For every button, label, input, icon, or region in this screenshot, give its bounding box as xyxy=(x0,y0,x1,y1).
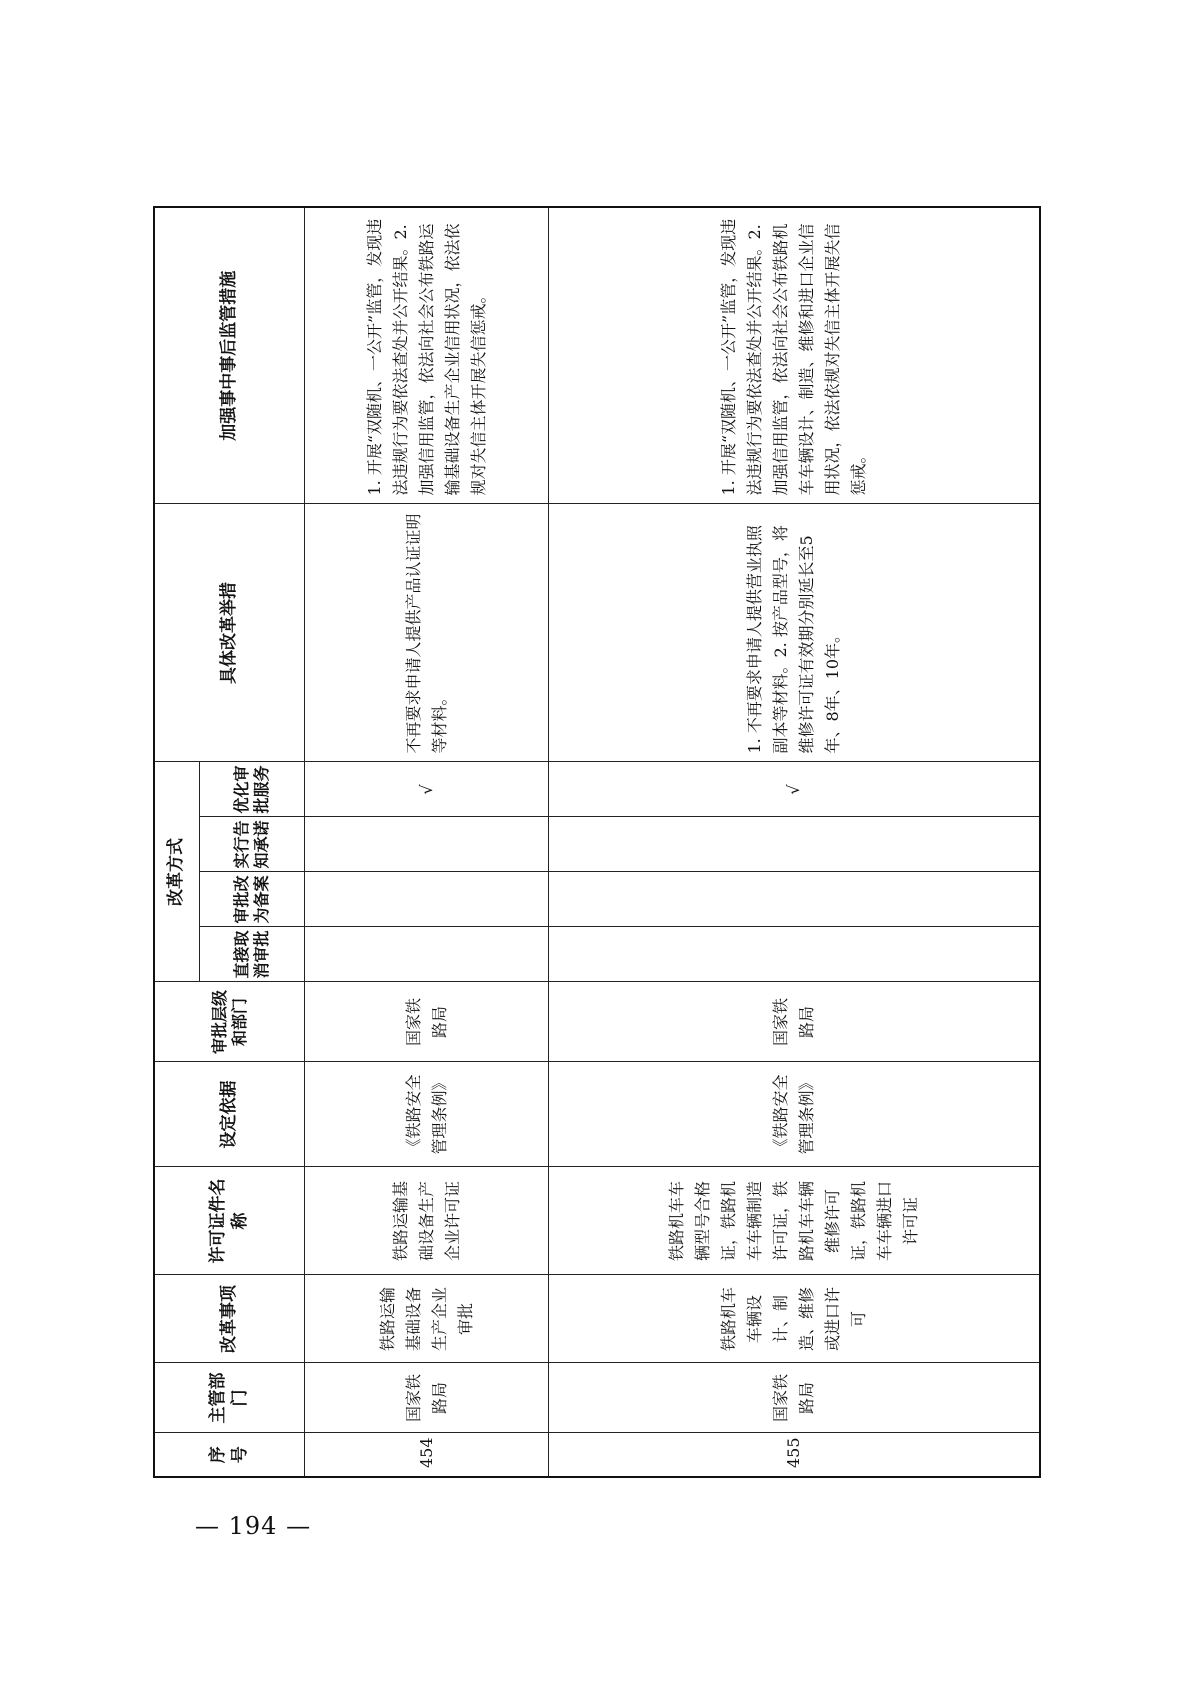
row-454-mode-promise xyxy=(305,817,549,872)
reform-table xyxy=(153,206,1041,1478)
row-455-measures: 1. 不再要求申请人提供营业执照副本等材料。2. 按产品型号，将维修许可证有效期分别延长至5年、8年、10年。 xyxy=(549,504,1041,762)
row-454-license: 铁路运输基础设备生产企业许可证 xyxy=(305,1167,549,1275)
row-454-item: 铁路运输基础设备生产企业审批 xyxy=(305,1275,549,1363)
header-basis: 设定依据 xyxy=(154,1062,305,1167)
table-row xyxy=(549,207,1041,1477)
header-mode-promise: 实行告知承诺 xyxy=(200,817,305,872)
row-454-basis: 《铁路安全管理条例》 xyxy=(305,1062,549,1167)
row-455-dept: 国家铁路局 xyxy=(549,1363,1041,1433)
header-mode-group: 改革方式 xyxy=(154,762,200,982)
header-item: 改革事项 xyxy=(154,1275,305,1363)
header-row xyxy=(154,207,200,1477)
row-455-supervision: 1. 开展“双随机、一公开”监管，发现违法违规行为要依法查处并公开结果。2. 加强信用监管，依法向社会公布铁路机车车辆设计、制造、维修和进口企业信用状况，依法依规对失信主体开展失信惩戒。 xyxy=(549,207,1041,504)
header-seq: 序号 xyxy=(154,1433,305,1477)
row-454-mode-optimize: √ xyxy=(305,762,549,817)
row-455-mode-promise xyxy=(549,817,1041,872)
header-mode-record: 审批改为备案 xyxy=(200,872,305,927)
row-454-level: 国家铁路局 xyxy=(305,982,549,1062)
header-dept: 主管部门 xyxy=(154,1363,305,1433)
row-455-basis: 《铁路安全管理条例》 xyxy=(549,1062,1041,1167)
header-measures: 具体改革举措 xyxy=(154,504,305,762)
row-454-mode-record xyxy=(305,872,549,927)
row-455-license: 铁路机车车辆型号合格证，铁路机车车辆制造许可证，铁路机车车辆维修许可证，铁路机车车辆进口许可证 xyxy=(549,1167,1041,1275)
row-455-level: 国家铁路局 xyxy=(549,982,1041,1062)
rotated-table-wrapper xyxy=(153,208,1041,1478)
row-454-supervision: 1. 开展“双随机、一公开”监管，发现违法违规行为要依法查处并公开结果。2. 加强信用监管，依法向社会公布铁路运输基础设备生产企业信用状况，依法依规对失信主体开展失信惩戒。 xyxy=(305,207,549,504)
row-455-mode-optimize: √ xyxy=(549,762,1041,817)
row-454-dept: 国家铁路局 xyxy=(305,1363,549,1433)
header-mode-optimize: 优化审批服务 xyxy=(200,762,305,817)
row-455-seq: 455 xyxy=(549,1433,1041,1477)
row-455-mode-record xyxy=(549,872,1041,927)
page-number: — 194 — xyxy=(195,1512,312,1540)
row-454-measures: 不再要求申请人提供产品认证证明等材料。 xyxy=(305,504,549,762)
row-455-item: 铁路机车车辆设计、制造、维修或进口许可 xyxy=(549,1275,1041,1363)
header-supervision: 加强事中事后监管措施 xyxy=(154,207,305,504)
row-455-mode-cancel xyxy=(549,927,1041,982)
table-row xyxy=(305,207,549,1477)
row-454-mode-cancel xyxy=(305,927,549,982)
page-number-value: 194 xyxy=(228,1512,278,1540)
row-454-seq: 454 xyxy=(305,1433,549,1477)
header-level: 审批层级和部门 xyxy=(154,982,305,1062)
header-license: 许可证件名称 xyxy=(154,1167,305,1275)
header-mode-cancel: 直接取消审批 xyxy=(200,927,305,982)
